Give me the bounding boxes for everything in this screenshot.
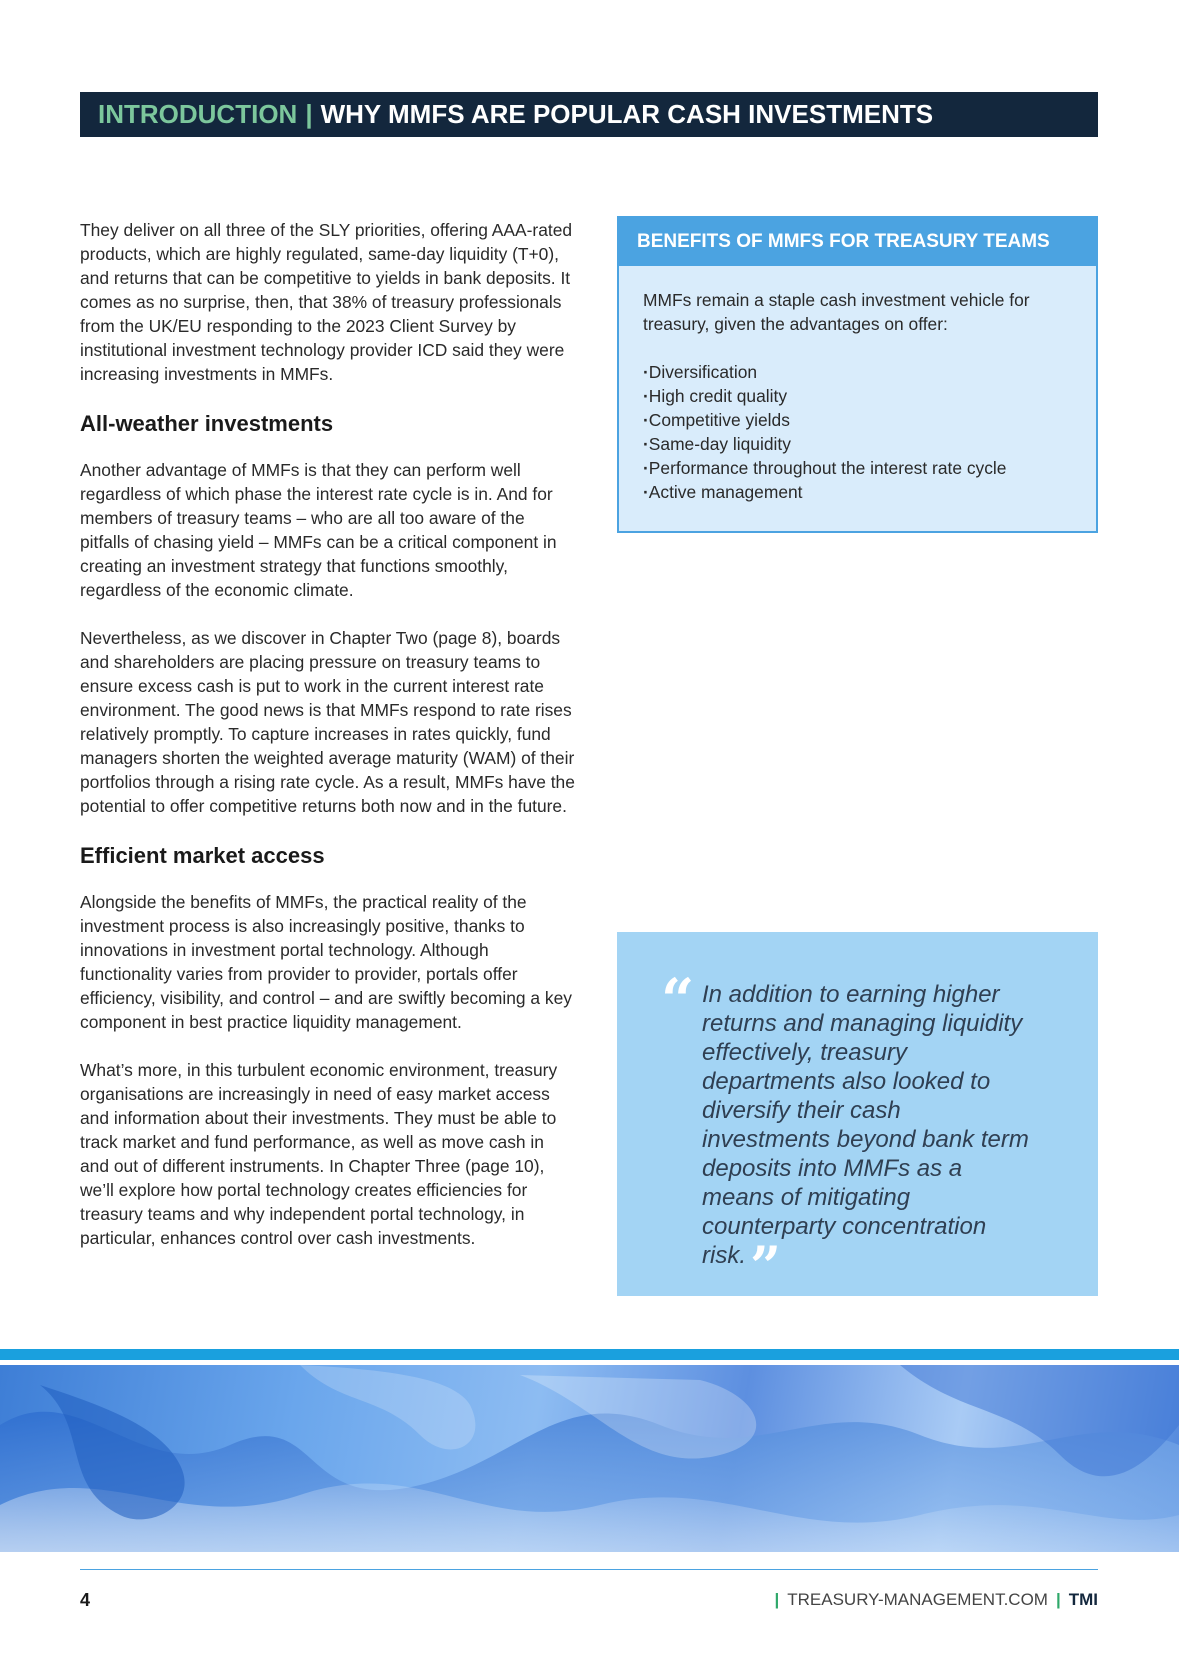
section-heading-all-weather: All-weather investments — [80, 411, 334, 436]
paragraph-market-access-2: What’s more, in this turbulent economic environment, treasury organisations are increasingly in need of easy market access and information about their investments. They must be able to track market and fund performance, as well as move cash in and out of different instruments. In Chapter Three (page 10), we’ll explore how portal technology creates efficiencies for treasury teams and why independent portal technology, in particular, enhances control over cash investments. — [80, 1060, 558, 1248]
pull-quote-text: In addition to earning higher returns and managing liquidity effectively, treasury departments also looked to diversify their cash investments beyond bank term deposits into MMFs as a means of mitigating counterparty concentration risk. — [702, 981, 1029, 1269]
pull-quote — [702, 980, 1032, 1298]
benefits-sidebar-box — [617, 216, 1098, 533]
decorative-stripe — [0, 1349, 1179, 1360]
decorative-banner-image — [0, 1365, 1179, 1552]
benefit-item: · Same-day liquidity — [643, 432, 1072, 456]
header-separator: | — [305, 99, 313, 129]
footer-separator: | — [774, 1590, 780, 1609]
site-link[interactable]: TREASURY-MANAGEMENT.COM — [787, 1590, 1048, 1609]
abstract-wave-art — [0, 1365, 1179, 1552]
footer-branding — [766, 1590, 1098, 1610]
intro-paragraph: They deliver on all three of the SLY priorities, offering AAA-rated products, which are highly regulated, same-day liquidity (T+0), and returns that can be competitive to yields in bank deposits. It comes as no surprise, then, that 38% of treasury professionals from the UK/EU responding to the 2023 Client Survey by institutional investment technology provider ICD said they were increasing investments in MMFs. — [80, 220, 573, 384]
paragraph-market-access-1: Alongside the benefits of MMFs, the practical reality of the investment process is also increasingly positive, thanks to innovations in investment portal technology. Although functionality varies from provider to provider, portals offer efficiency, visibility, and control – and are swiftly becoming a key component in best practice liquidity management. — [80, 892, 572, 1032]
benefits-intro: MMFs remain a staple cash investment vehicle for treasury, given the advantages on offer: — [643, 290, 1030, 334]
benefits-box-body — [619, 266, 1096, 504]
benefit-item: · Diversification — [643, 360, 1072, 384]
benefit-item: · High credit quality — [643, 384, 1072, 408]
open-quote-icon: “ — [661, 966, 695, 1034]
close-quote-icon: ” — [750, 1234, 782, 1298]
section-label: INTRODUCTION — [98, 99, 298, 129]
section-header-bar — [80, 92, 1098, 137]
benefits-box-title: BENEFITS OF MMFS FOR TREASURY TEAMS — [619, 218, 1096, 266]
benefit-item: · Active management — [643, 480, 1072, 504]
section-heading-market-access: Efficient market access — [80, 843, 325, 868]
benefit-item: · Performance throughout the interest rate cycle — [643, 456, 1072, 480]
page-title: WHY MMFS ARE POPULAR CASH INVESTMENTS — [320, 99, 934, 129]
paragraph-all-weather-1: Another advantage of MMFs is that they can perform well regardless of which phase the interest rate cycle is in. And for members of treasury teams – who are all too aware of the pitfalls of chasing yield – MMFs can be a critical component in creating an investment strategy that functions smoothly, regardless of the economic climate. — [80, 460, 557, 600]
page-number: 4 — [80, 1590, 91, 1610]
pull-quote-box — [617, 932, 1098, 1296]
brand-logo-text: TMI — [1068, 1590, 1098, 1609]
benefit-item: · Competitive yields — [643, 408, 1072, 432]
paragraph-all-weather-2: Nevertheless, as we discover in Chapter Two (page 8), boards and shareholders are placing pressure on treasury teams to ensure excess cash is put to work in the current interest rate environment. The good news is that MMFs respond to rate rises relatively promptly. To capture increases in rates quickly, fund managers shorten the weighted average maturity (WAM) of their portfolios through a rising rate cycle. As a result, MMFs have the potential to offer competitive returns both now and in the future. — [80, 628, 575, 816]
benefits-list — [643, 360, 1072, 504]
footer-separator: | — [1055, 1590, 1061, 1609]
footer-divider — [80, 1569, 1098, 1570]
main-article-column — [80, 218, 575, 1274]
